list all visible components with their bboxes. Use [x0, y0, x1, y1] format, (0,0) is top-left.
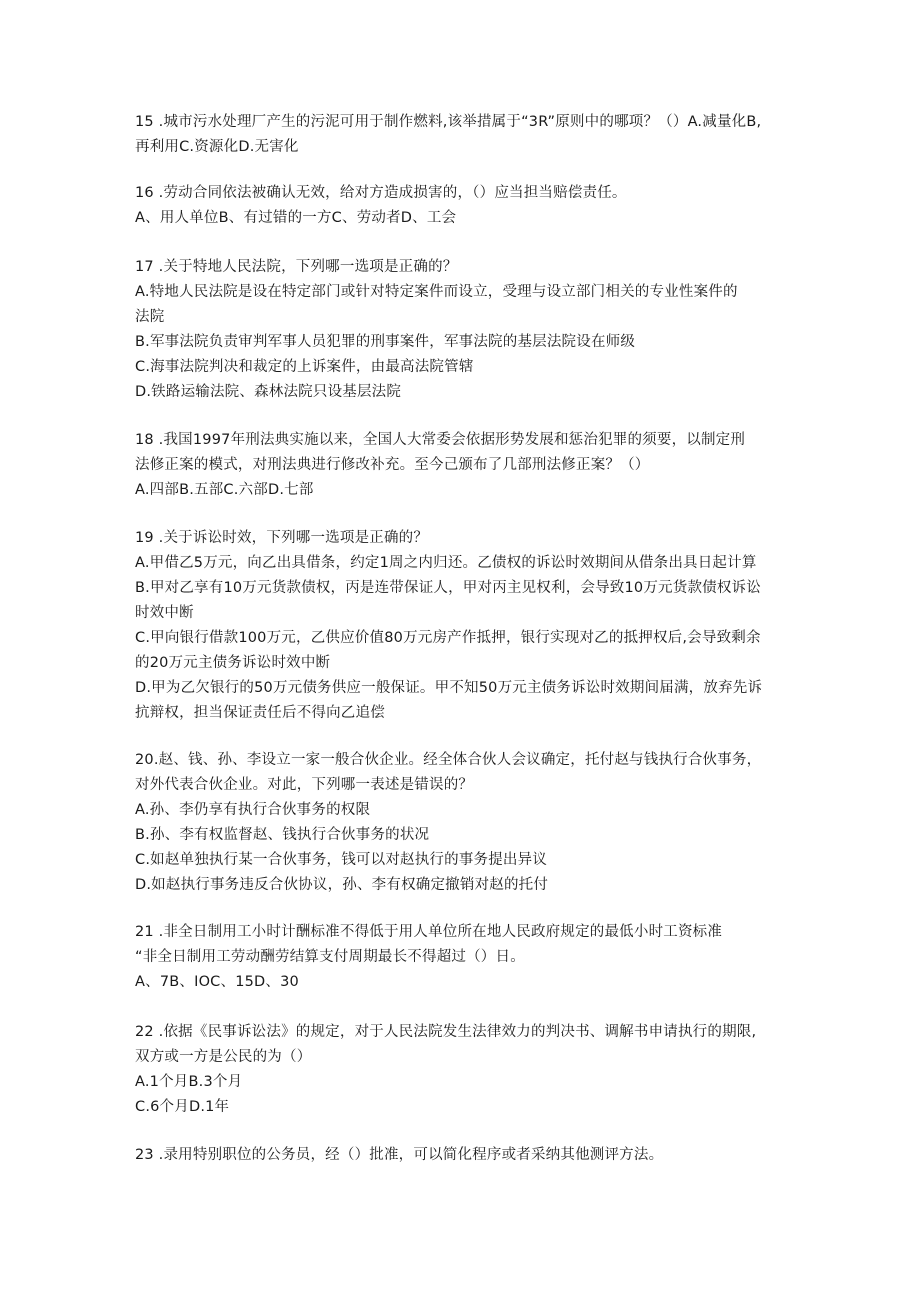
- question-21: [135, 920, 795, 995]
- question-16-text: 16 .劳动合同依法被确认无效，给对方造成损害的，（）应当担当赔偿责任。: [135, 185, 627, 201]
- question-19: [135, 526, 795, 726]
- question-22-options-cd: C.6个月D.1年: [135, 1099, 230, 1115]
- question-17-option-a: A.特地人民法院是设在特定部门或针对特定案件而设立，受理与设立部门相关的专业性案件的: [135, 284, 738, 300]
- question-18: [135, 428, 795, 503]
- question-19-option-c: C.甲向银行借款100万元，乙供应价值80万元房产作抵押，银行实现对乙的抵押权后,会导致剩余: [135, 630, 761, 646]
- question-20-option-a: A.孙、李仍享有执行合伙事务的权限: [135, 802, 371, 818]
- question-19-option-b: B.甲对乙享有10万元货款债权，丙是连带保证人，甲对丙主见权利，会导致10万元货款债权诉讼: [135, 580, 761, 596]
- question-19-text: 19 .关于诉讼时效，下列哪一选项是正确的？: [135, 530, 429, 546]
- question-18-text: 18 .我国1997年刑法典实施以来，全国人大常委会依据形势发展和惩治犯罪的须要，以制定刑: [135, 432, 746, 448]
- question-15: [135, 110, 795, 160]
- question-21-text: 21 .非全日制用工小时计酬标准不得低于用人单位所在地人民政府规定的最低小时工资标准: [135, 924, 723, 940]
- question-22-text: 22 .依据《民事诉讼法》的规定，对于人民法院发生法律效力的判决书、调解书申请执行的期限,: [135, 1024, 757, 1040]
- question-21-options: A、7B、IOC、15D、30: [135, 974, 299, 990]
- question-23: [135, 1143, 795, 1168]
- question-20: [135, 748, 795, 898]
- question-17-option-d: D.铁路运输法院、森林法院只设基层法院: [135, 384, 402, 400]
- question-22: [135, 1020, 795, 1120]
- question-19-option-d-cont: 抗辩权，担当保证责任后不得向乙追偿: [135, 705, 385, 721]
- question-18-text-cont: 法修正案的模式，对刑法典进行修改补充。至今己颁布了几部刑法修正案？（）: [135, 457, 650, 473]
- question-19-option-b-cont: 时效中断: [135, 605, 194, 621]
- question-15-options: 再利用C.资源化D.无害化: [135, 139, 299, 155]
- question-20-option-d: D.如赵执行事务违反合伙协议，孙、李有权确定撤销对赵的托付: [135, 877, 549, 893]
- question-20-text-cont: 对外代表合伙企业。对此，下列哪一表述是错误的？: [135, 777, 474, 793]
- question-19-option-c-cont: 的20万元主债务诉讼时效中断: [135, 655, 331, 671]
- question-17-option-c: C.海事法院判决和裁定的上诉案件，由最高法院管辖: [135, 359, 474, 375]
- question-16: [135, 181, 795, 231]
- question-16-options: A、用人单位B、有过错的一方C、劳动者D、工会: [135, 210, 457, 226]
- question-17-option-b: B.军事法院负责审判军事人员犯罪的刑事案件，军事法院的基层法院设在师级: [135, 334, 636, 350]
- question-15-text: 15 .城市污水处理厂产生的污泥可用于制作燃料,该举措属于“3R”原则中的哪项？（）A.减量化B,: [135, 114, 762, 130]
- question-21-text-cont: “非全日制用工劳动酬劳结算支付周期最长不得超过（）日。: [135, 949, 525, 965]
- question-18-options: A.四部B.五部C.六部D.七部: [135, 482, 314, 498]
- question-20-text: 20.赵、钱、孙、李设立一家一般合伙企业。经全体合伙人会议确定，托付赵与钱执行合伙事务，: [135, 752, 762, 768]
- question-22-text-cont: 双方或一方是公民的为（）: [135, 1049, 312, 1065]
- question-22-options-ab: A.1个月B.3个月: [135, 1074, 243, 1090]
- question-20-option-c: C.如赵单独执行某一合伙事务，钱可以对赵执行的事务提出异议: [135, 852, 548, 868]
- question-23-text: 23 .录用特别职位的公务员，经（）批准，可以简化程序或者采纳其他测评方法。: [135, 1147, 664, 1163]
- question-17-option-a-cont: 法院: [135, 309, 165, 325]
- question-19-option-d: D.甲为乙欠银行的50万元债务供应一般保证。甲不知50万元主债务诉讼时效期间届满，放弃先诉: [135, 680, 763, 696]
- question-17: [135, 255, 795, 405]
- question-19-option-a: A.甲借乙5万元，向乙出具借条，约定1周之内归还。乙债权的诉讼时效期间从借条出具日起计算: [135, 555, 757, 571]
- question-20-option-b: B.孙、李有权监督赵、钱执行合伙事务的状况: [135, 827, 430, 843]
- question-17-text: 17 .关于特地人民法院，下列哪一选项是正确的？: [135, 259, 458, 275]
